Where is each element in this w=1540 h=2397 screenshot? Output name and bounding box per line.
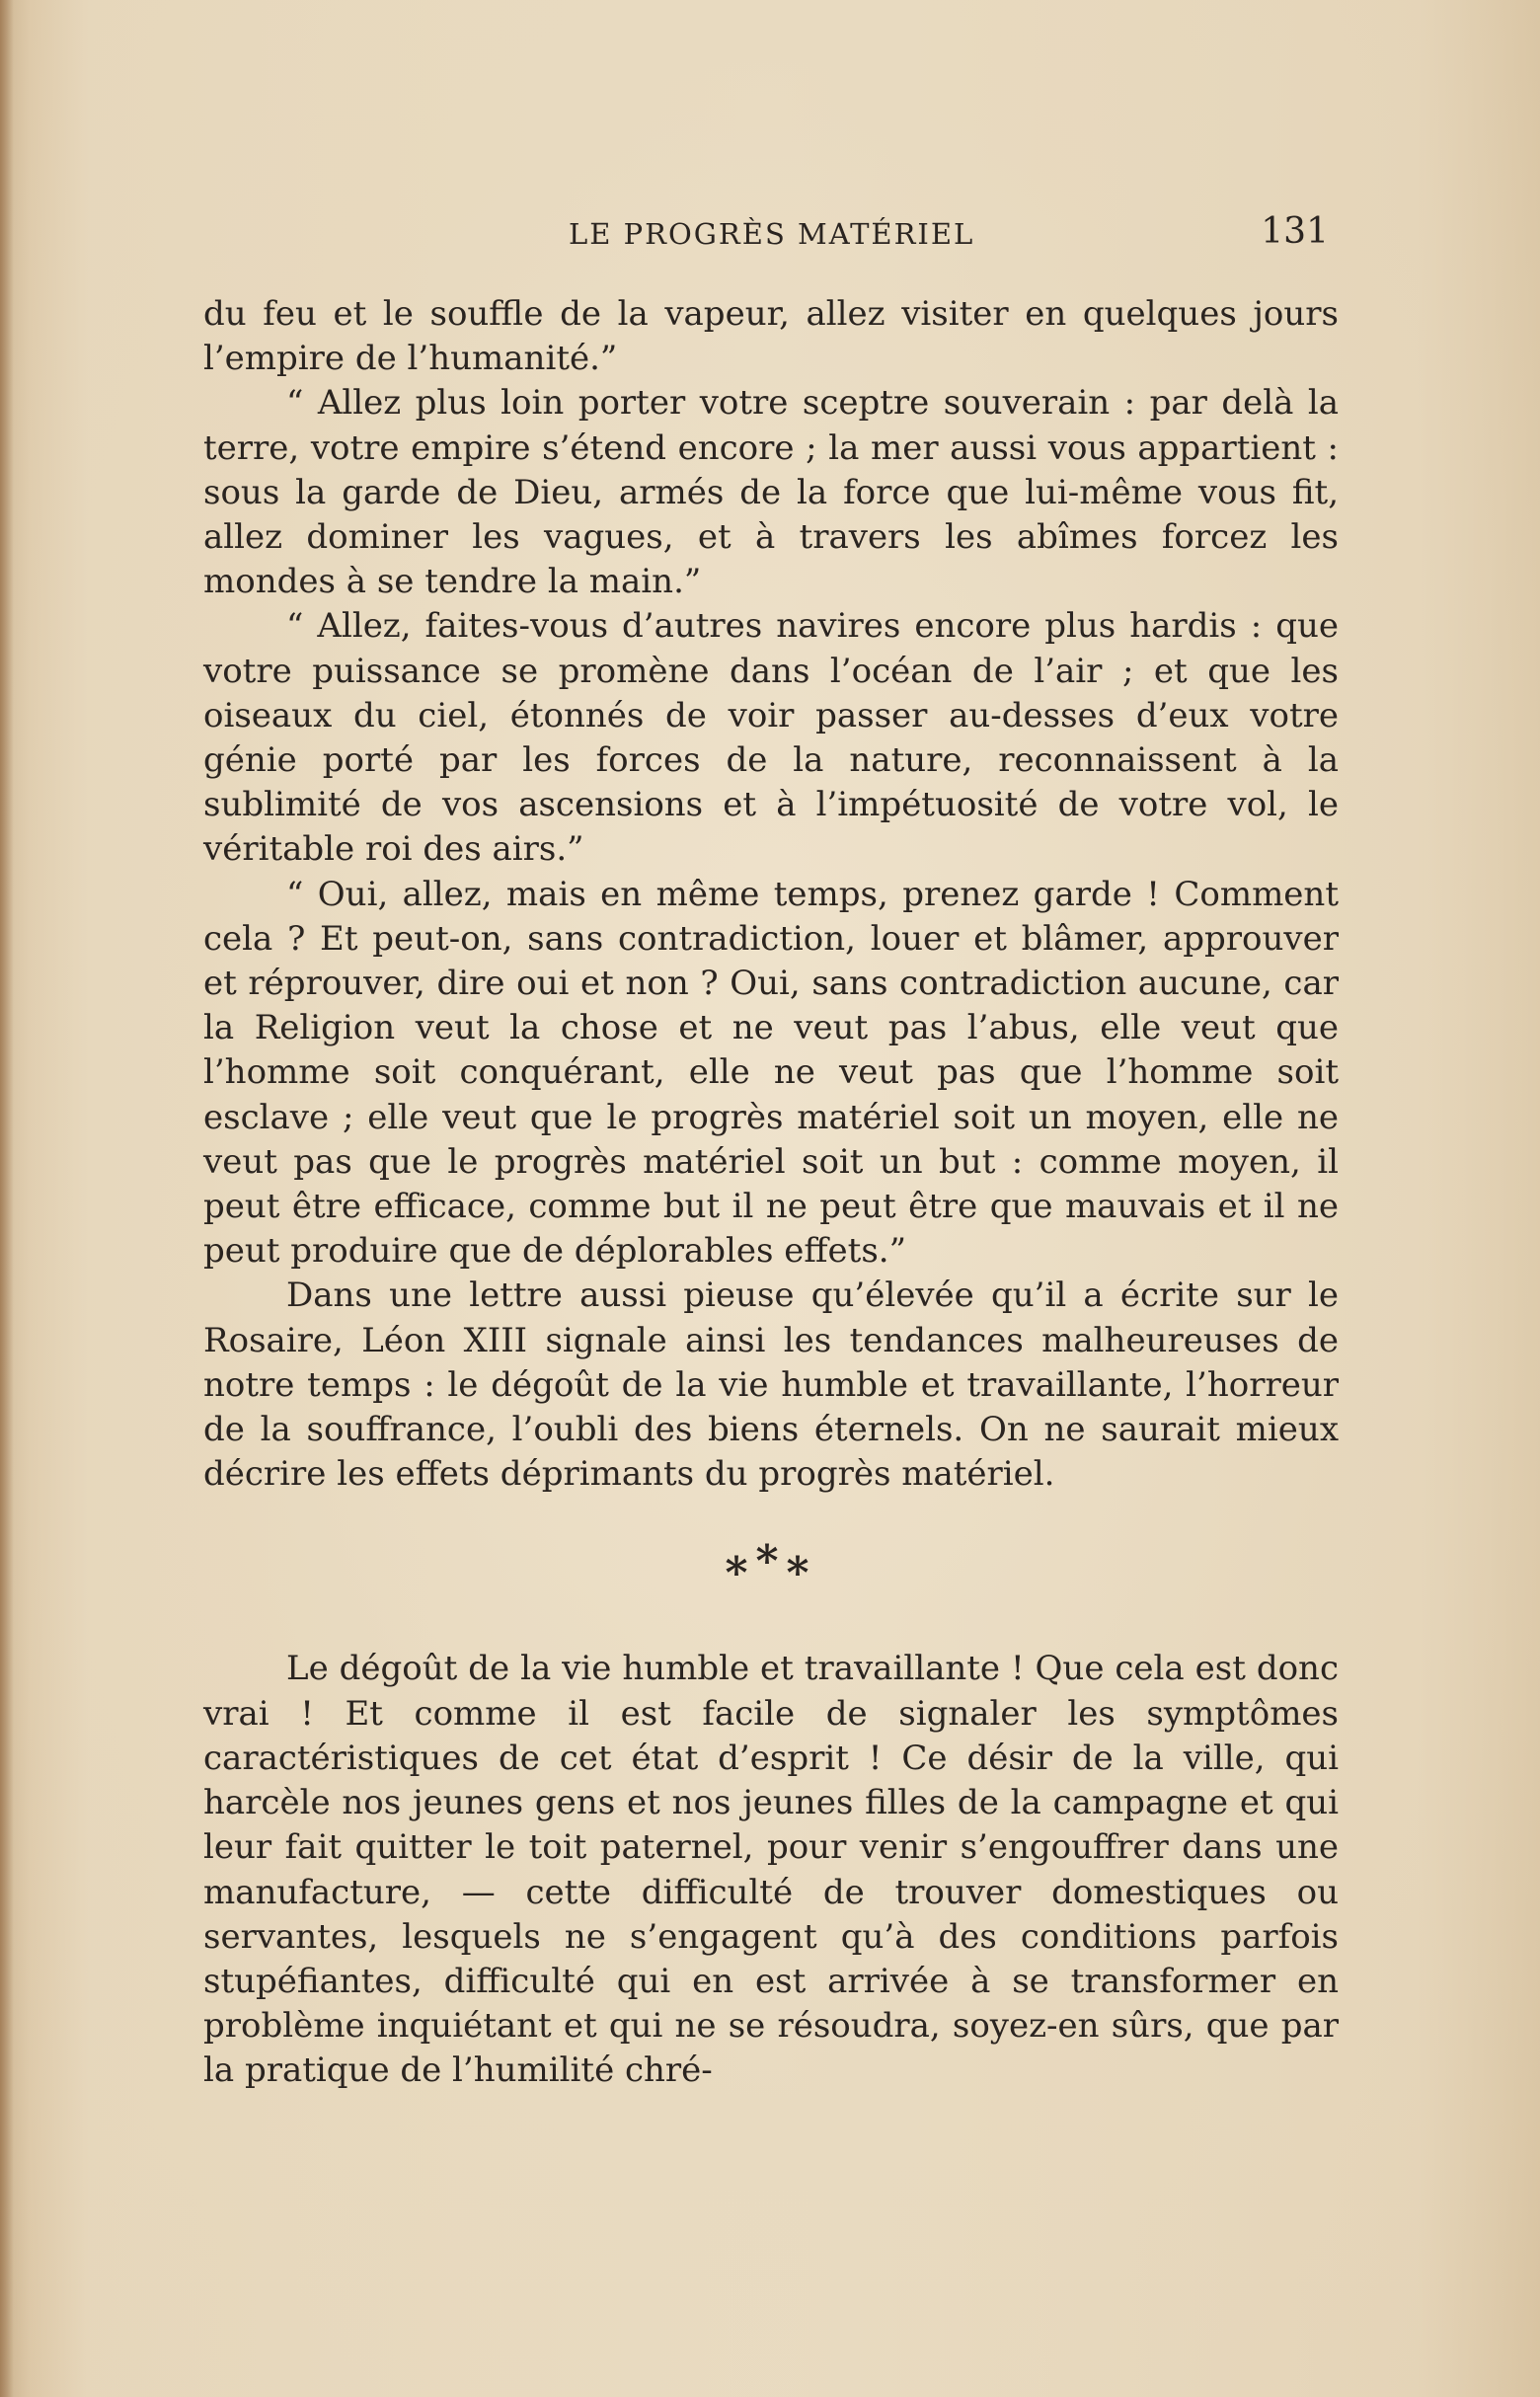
running-title: LE PROGRÈS MATÉRIEL: [569, 217, 975, 251]
paragraph-quote-air: “ Allez, faites-vous d’autres navires encore plus hardis : que votre puissance se promène dans l’océan de l’air ; et que les oiseaux du ciel, étonnés de voir passer au-desses d’eux votre génie porté par les forces de la nature, reconnaissent à la sublimité de vos ascensions et à l’impétuosité de votre vol, le véritable roi des airs.”: [203, 606, 1339, 870]
paragraph-leon-xiii: Dans une lettre aussi pieuse qu’élevée qu’il a écrite sur le Rosaire, Léon XIII signale ainsi les tendances malheureuses de notre temps : le dégoût de la vie humble et travaillante, l’horreur de la souffrance, l’oubli des biens éternels. On ne saurait mieux décrire les effets déprimants du progrès matériel.: [203, 1276, 1339, 1495]
body-text: [203, 292, 1339, 2094]
paragraph-quote-sea: “ Allez plus loin porter votre sceptre souverain : par delà la terre, votre empire s’étend encore ; la mer aussi vous appartient : sous la garde de Dieu, armés de la force que lui-même vous fit, allez dominer les vagues, et à travers les abîmes forcez les mondes à se tendre la main.”: [203, 383, 1339, 602]
separator-star-right: *: [786, 1548, 817, 1599]
paragraph-quote-caution: “ Oui, allez, mais en même temps, prenez garde ! Comment cela ? Et peut-on, sans contradiction, louer et blâmer, approuver et réprouver, dire oui et non ? Oui, sans contradiction aucune, car la Religion veut la chose et ne veut pas l’abus, elle veut que l’homme soit conquérant, elle ne veut pas que l’homme soit esclave ; elle veut que le progrès matériel soit un moyen, elle ne veut pas que le progrès matériel soit un but : comme moyen, il peut être efficace, comme but il ne peut être que mauvais et il ne peut produire que de déplorables effets.”: [203, 874, 1339, 1272]
page-number: 131: [1261, 211, 1329, 252]
paragraph-degout: Le dégoût de la vie humble et travaillante ! Que cela est donc vrai ! Et comme il est facile de signaler les symptômes caractéristiques de cet état d’esprit ! Ce désir de la ville, qui harcèle nos jeunes gens et nos jeunes filles de la campagne et qui leur fait quitter le toit paternel, pour venir s’engouffrer dans une manufacture, — cette difficulté de trouver domestiques ou servantes, lesquels ne s’engagent qu’à des conditions parfois stupéfiantes, difficulté qui en est arrivée à se transformer en problème inquiétant et qui ne se résoudra, soyez-en sûrs, que par la pratique de l’humilité chré-: [203, 1649, 1339, 2091]
separator-star-left: *: [725, 1548, 756, 1599]
separator-star-middle: *: [755, 1536, 787, 1587]
section-separator: [203, 1536, 1339, 1599]
paragraph-continued: du feu et le souffle de la vapeur, allez visiter en quelques jours l’empire de l’humanité.”: [203, 294, 1339, 379]
page-edge-shadow: [0, 0, 14, 2397]
running-head: [203, 211, 1339, 261]
